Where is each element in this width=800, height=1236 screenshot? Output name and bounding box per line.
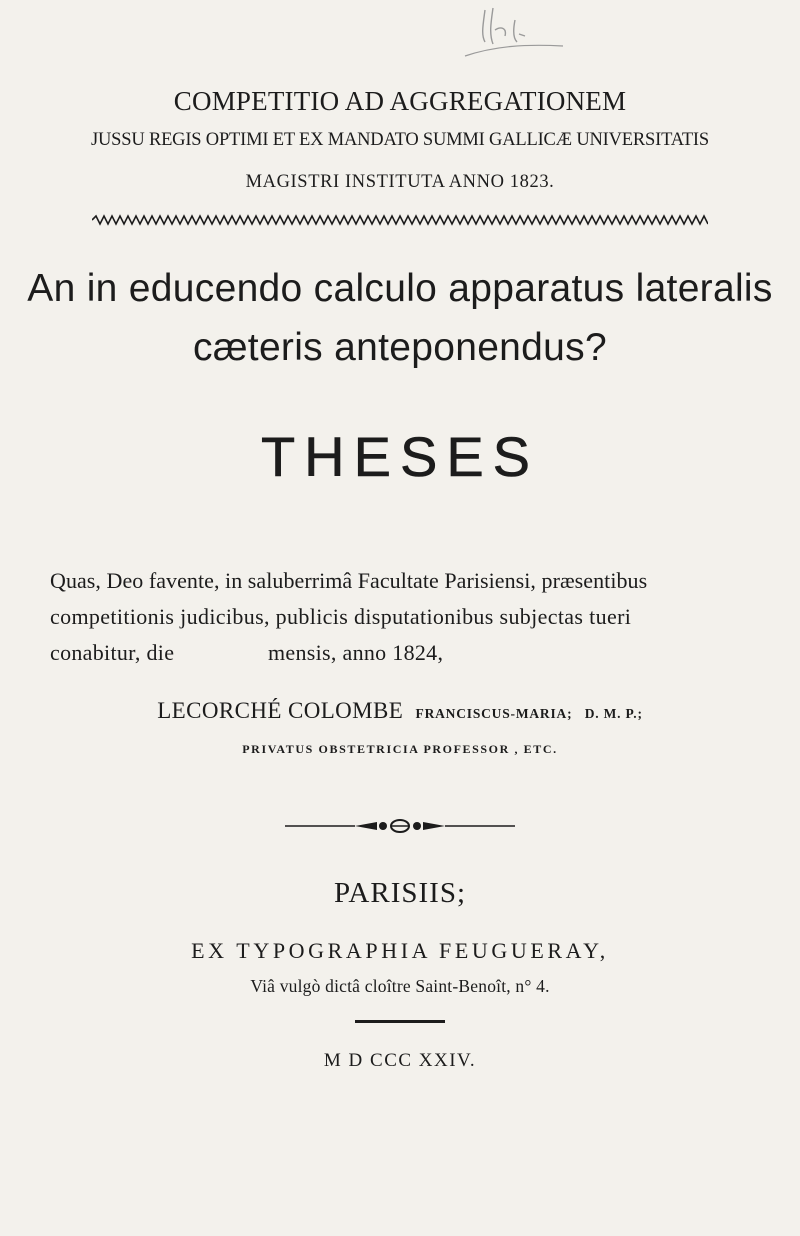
- theses-heading: THESES: [260, 425, 540, 488]
- wavy-rule-divider: [92, 214, 708, 226]
- paragraph-line-3-start: conabitur, die: [50, 640, 175, 665]
- handwritten-signature: [455, 0, 575, 70]
- institution-year-line: MAGISTRI INSTITUTA ANNO 1823.: [245, 172, 555, 192]
- imprint-printer: EX TYPOGRAPHIA FEUGUERAY,: [191, 938, 609, 963]
- author-line: [0, 698, 800, 724]
- paragraph-line-2: competitionis judicibus, publicis disputationibus subjectas tueri: [50, 604, 632, 629]
- author-degree: D. M. P.;: [584, 706, 643, 721]
- printer-ornament: [285, 818, 515, 834]
- short-rule-divider: [355, 1020, 445, 1023]
- competition-title: COMPETITIO AD AGGREGATIONEM: [173, 86, 627, 116]
- question-line-1: An in educendo calculo apparatus lateralis: [27, 267, 773, 310]
- paragraph-line-3-end: mensis, anno 1824,: [268, 640, 444, 665]
- author-position: PRIVATUS OBSTETRICIA PROFESSOR , ETC.: [242, 742, 558, 756]
- imprint-address: Viâ vulgò dictâ cloître Saint-Benoît, n° 4.: [250, 976, 550, 996]
- question-line-2: cæteris anteponendus?: [193, 326, 607, 369]
- paragraph-line-1: Quas, Deo favente, in saluberrimâ Facultate Parisiensi, præsentibus: [50, 568, 648, 593]
- mandate-line: JUSSU REGIS OPTIMI ET EX MANDATO SUMMI GALLICÆ UNIVERSITATIS: [91, 130, 709, 150]
- author-name: LECORCHÉ COLOMBE: [157, 698, 404, 723]
- author-given-names: FRANCISCUS-MARIA;: [415, 706, 573, 721]
- imprint-city: PARISIIS;: [333, 877, 467, 909]
- imprint-year: M D CCC XXIV.: [323, 1050, 477, 1071]
